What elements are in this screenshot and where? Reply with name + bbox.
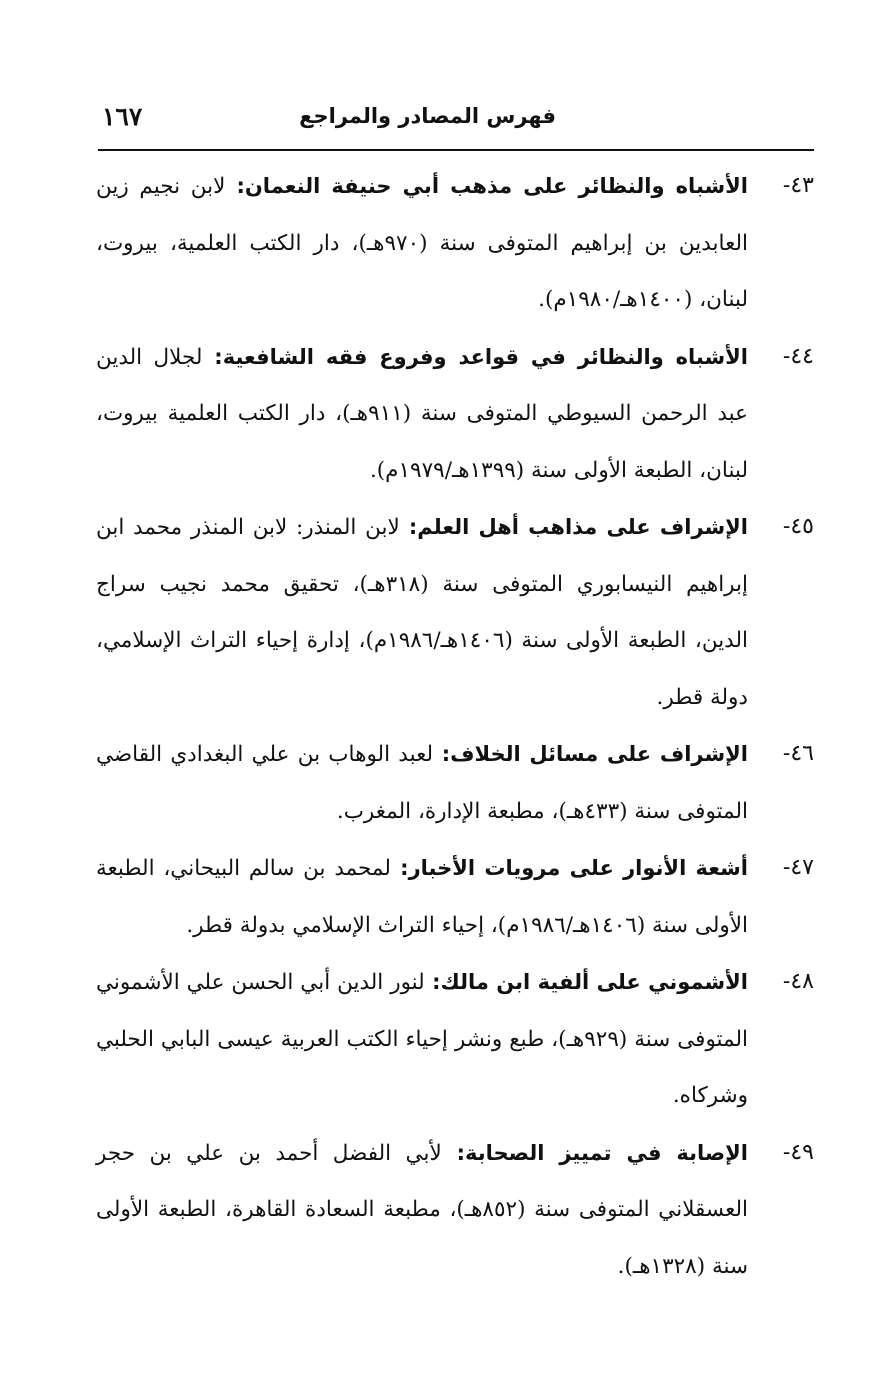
entry-number: ٤٧- bbox=[782, 855, 814, 880]
entry-number: ٤٤- bbox=[782, 343, 814, 369]
entry-text: لابن المنذر: لابن المنذر محمد ابن إبراهيم النيسابوري المتوفى سنة (٣١٨هـ)، تحقيق محمد نجيب سراج الدين، الطبعة الأولى سنة (١٤٠٦هـ/١٩٨٦م)، إدارة إحياء التراث الإسلامي، دولة قطر. bbox=[96, 515, 748, 710]
entry-title: الإشراف على مذاهب أهل العلم: bbox=[399, 515, 748, 539]
entry-title: الأشباه والنظائر على مذهب أبي حنيفة النعمان: bbox=[225, 174, 748, 198]
entry-text: لعبد الوهاب بن علي البغدادي القاضي المتوفى سنة (٤٣٣هـ)، مطبعة الإدارة، المغرب. bbox=[96, 742, 748, 824]
entry-number: ٤٨- bbox=[782, 969, 814, 994]
entry-title: الإشراف على مسائل الخلاف: bbox=[433, 742, 748, 766]
entry-title: أشعة الأنوار على مرويات الأخبار: bbox=[390, 856, 748, 880]
entry-text: لمحمد بن سالم البيحاني، الطبعة الأولى سنة (١٤٠٦هـ/١٩٨٦م)، إحياء التراث الإسلامي بدولة قطر. bbox=[96, 856, 748, 938]
bibliography-entry bbox=[96, 1125, 814, 1296]
entry-text: لنور الدين أبي الحسن علي الأشموني المتوفى سنة (٩٢٩هـ)، طبع ونشر إحياء الكتب العربية عيسى البابي الحلبي وشركاه. bbox=[96, 970, 748, 1108]
entry-text: لجلال الدين عبد الرحمن السيوطي المتوفى سنة (٩١١هـ)، دار الكتب العلمية بيروت، لبنان، الطبعة الأولى سنة (١٣٩٩هـ/١٩٧٩م). bbox=[96, 344, 748, 483]
bibliography-entry bbox=[96, 158, 814, 329]
bibliography-entry bbox=[96, 840, 814, 954]
page-header bbox=[98, 102, 812, 142]
entry-number: ٤٩- bbox=[782, 1139, 814, 1165]
page-number: ١٦٧ bbox=[102, 102, 143, 131]
bibliography-list bbox=[96, 158, 814, 1295]
entry-title: الأشباه والنظائر في قواعد وفروع فقه الشافعية: bbox=[202, 344, 748, 369]
entry-number: ٤٦- bbox=[782, 741, 814, 766]
running-title: فهرس المصادر والمراجع bbox=[299, 104, 556, 128]
entry-title: الأشموني على ألفية ابن مالك: bbox=[424, 970, 749, 994]
entry-title: الإصابة في تمييز الصحابة: bbox=[441, 1140, 748, 1165]
bibliography-entry bbox=[96, 499, 814, 726]
bibliography-entry bbox=[96, 954, 814, 1125]
entry-number: ٤٣- bbox=[782, 173, 814, 198]
header-rule bbox=[98, 149, 814, 151]
entry-number: ٤٥- bbox=[782, 514, 814, 539]
bibliography-entry bbox=[96, 726, 814, 840]
entry-text: لابن نجيم زين العابدين بن إبراهيم المتوفى سنة (٩٧٠هـ)، دار الكتب العلمية، بيروت، لبنان، (١٤٠٠هـ/١٩٨٠م). bbox=[96, 174, 748, 312]
bibliography-entry bbox=[96, 329, 814, 500]
entry-text: لأبي الفضل أحمد بن علي بن حجر العسقلاني المتوفى سنة (٨٥٢هـ)، مطبعة السعادة القاهرة، الطبعة الأولى سنة (١٣٢٨هـ). bbox=[96, 1140, 748, 1279]
